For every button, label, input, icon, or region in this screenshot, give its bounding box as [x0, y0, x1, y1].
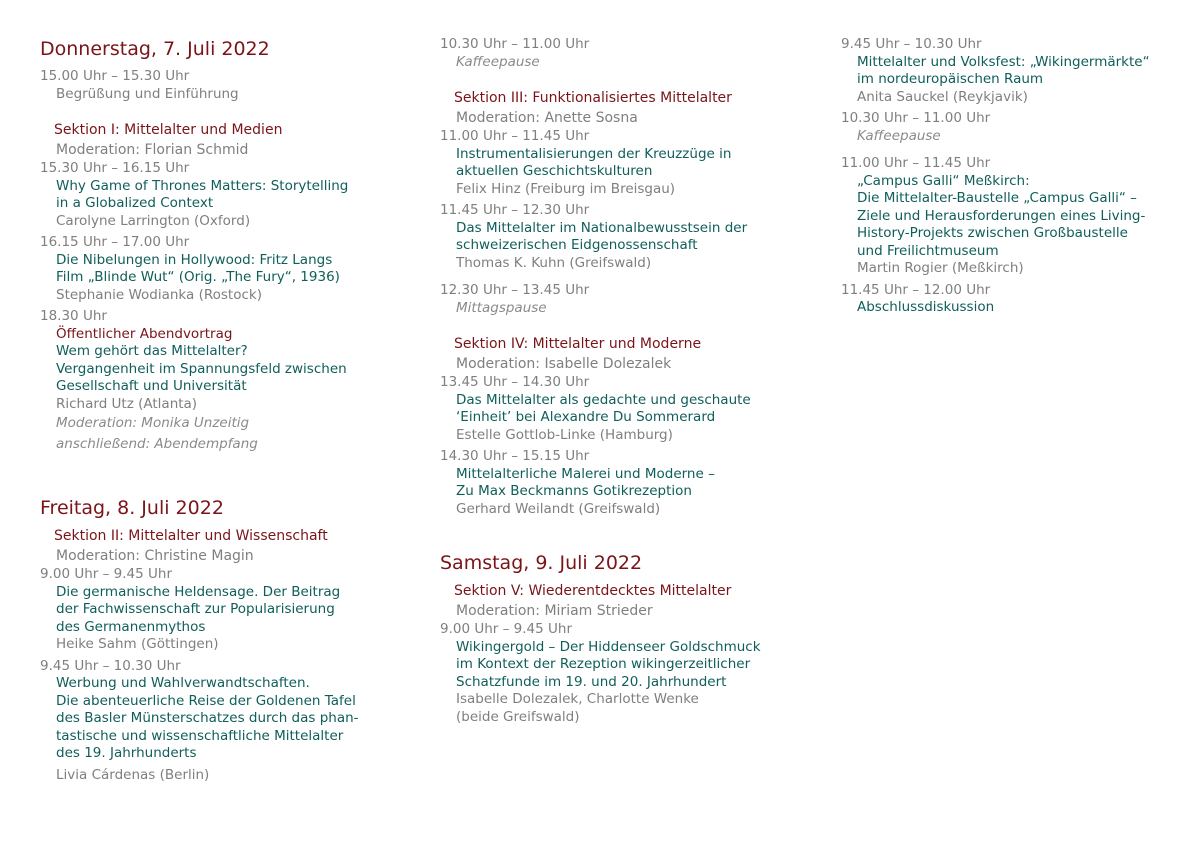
talk-title: Die Nibelungen in Hollywood: Fritz Langs [56, 251, 333, 268]
time-slot: 18.30 Uhr [40, 308, 107, 324]
talk-title: Das Mittelalter im Nationalbewusstsein der [456, 219, 748, 236]
speaker: Isabelle Dolezalek, Charlotte Wenke [456, 691, 699, 707]
section-heading: Sektion II: Mittelalter und Wissenschaft [54, 528, 328, 544]
talk-title: der Fachwissenschaft zur Popularisierung [56, 601, 335, 617]
talk-title: Instrumentalisierungen der Kreuzzüge in [456, 145, 732, 162]
coffee-break: Kaffeepause [456, 53, 540, 70]
talk-title: in a Globalized Context [56, 195, 214, 211]
time-slot: 14.30 Uhr – 15.15 Uhr [440, 448, 590, 464]
time-slot: 11.45 Uhr – 12.30 Uhr [440, 202, 590, 218]
section-heading: Sektion III: Funktionalisiertes Mittelalter [454, 90, 732, 106]
moderation-text: Moderation: Miriam Strieder [456, 603, 653, 619]
time-slot: 9.00 Uhr – 9.45 Uhr [440, 621, 573, 637]
moderation-text: Moderation: Florian Schmid [56, 142, 249, 158]
talk-title: schweizerischen Eidgenossenschaft [456, 237, 698, 253]
day-heading-friday: Freitag, 8. Juli 2022 [40, 497, 224, 519]
time-slot: 9.45 Uhr – 10.30 Uhr [841, 36, 982, 52]
talk-title: Die abenteuerliche Reise der Goldenen Tafel [56, 692, 356, 709]
program-column-3 [841, 36, 1171, 317]
time-slot: 11.00 Uhr – 11.45 Uhr [841, 155, 991, 171]
talk-title: ‘Einheit’ bei Alexandre Du Sommerard [456, 409, 716, 425]
talk-title: Das Mittelalter als gedachte und geschaute [456, 391, 751, 408]
speaker: Livia Cárdenas (Berlin) [56, 766, 210, 783]
talk-title: Ziele und Herausforderungen eines Living- [857, 207, 1146, 224]
time-slot: 11.45 Uhr – 12.00 Uhr [841, 281, 991, 298]
reception-note: anschließend: Abendempfang [56, 436, 258, 452]
talk-title: Why Game of Thrones Matters: Storytelling [56, 177, 349, 194]
section-heading: Sektion I: Mittelalter und Medien [54, 122, 283, 138]
talk-title: aktuellen Geschichtskulturen [456, 163, 653, 179]
talk-title: Gesellschaft und Universität [56, 378, 247, 394]
coffee-break: Kaffeepause [857, 127, 941, 144]
moderation-text: Moderation: Anette Sosna [456, 110, 638, 126]
time-slot: 15.30 Uhr – 16.15 Uhr [40, 160, 190, 176]
talk-title: Die Mittelalter-Baustelle „Campus Galli“ – [857, 190, 1137, 206]
talk-title: Wem gehört das Mittelalter? [56, 343, 248, 359]
time-slot: 12.30 Uhr – 13.45 Uhr [440, 282, 590, 298]
moderation-note: Moderation: Monika Unzeitig [56, 415, 250, 431]
time-slot: 16.15 Uhr – 17.00 Uhr [40, 234, 190, 250]
lunch-break: Mittagspause [456, 299, 547, 316]
talk-title: Zu Max Beckmanns Gotikrezeption [456, 483, 692, 499]
talk-title: Schatzfunde im 19. und 20. Jahrhundert [456, 673, 727, 690]
evening-lecture-label: Öffentlicher Abendvortrag [56, 325, 233, 342]
speaker: Felix Hinz (Freiburg im Breisgau) [456, 180, 676, 197]
talk-title: des Basler Münsterschatzes durch das phan- [56, 710, 359, 726]
time-slot: 13.45 Uhr – 14.30 Uhr [440, 374, 590, 390]
talk-title: Wikingergold – Der Hiddenseer Goldschmuck [456, 638, 761, 655]
program-column-1 [40, 36, 400, 784]
talk-title: des 19. Jahrhunderts [56, 745, 197, 761]
talk-title: des Germanenmythos [56, 618, 206, 635]
speaker: Richard Utz (Atlanta) [56, 395, 198, 412]
speaker: Anita Sauckel (Reykjavik) [857, 88, 1028, 105]
section-heading: Sektion V: Wiederentdecktes Mittelalter [454, 583, 732, 599]
talk-title: Vergangenheit im Spannungsfeld zwischen [56, 360, 347, 377]
time-slot: 10.30 Uhr – 11.00 Uhr [841, 110, 991, 126]
speaker: Gerhard Weilandt (Greifswald) [456, 500, 661, 517]
speaker: Martin Rogier (Meßkirch) [857, 260, 1024, 276]
talk-title: Abschlussdiskussion [857, 299, 995, 315]
day-heading-saturday: Samstag, 9. Juli 2022 [440, 552, 643, 574]
talk-title: Werbung und Wahlverwandtschaften. [56, 675, 310, 691]
speaker: Heike Sahm (Göttingen) [56, 636, 219, 652]
speaker: Estelle Gottlob-Linke (Hamburg) [456, 426, 673, 443]
talk-title: und Freilichtmuseum [857, 242, 999, 259]
time-slot: 9.00 Uhr – 9.45 Uhr [40, 566, 173, 582]
speaker: Stephanie Wodianka (Rostock) [56, 286, 262, 303]
time-slot: 9.45 Uhr – 10.30 Uhr [40, 657, 181, 674]
talk-title: Mittelalter und Volksfest: „Wikingermärkte“ [857, 53, 1150, 70]
talk-title: im Kontext der Rezeption wikingerzeitlicher [456, 656, 751, 672]
talk-title: im nordeuropäischen Raum [857, 71, 1044, 87]
section-heading: Sektion IV: Mittelalter und Moderne [454, 336, 702, 352]
time-slot: 11.00 Uhr – 11.45 Uhr [440, 128, 590, 144]
program-column-2 [440, 36, 820, 726]
talk-title: Die germanische Heldensage. Der Beitrag [56, 583, 341, 600]
day-heading-thursday: Donnerstag, 7. Juli 2022 [40, 38, 270, 60]
moderation-text: Moderation: Christine Magin [56, 548, 254, 564]
speaker: (beide Greifswald) [456, 708, 580, 725]
speaker: Carolyne Larrington (Oxford) [56, 212, 251, 229]
talk-title: Film „Blinde Wut“ (Orig. „The Fury“, 1936) [56, 269, 340, 285]
talk-title: „Campus Galli“ Meßkirch: [857, 172, 1030, 189]
time-slot: 15.00 Uhr – 15.30 Uhr [40, 68, 190, 84]
talk-title: Mittelalterliche Malerei und Moderne – [456, 465, 715, 482]
event-title: Begrüßung und Einführung [56, 85, 239, 102]
time-slot: 10.30 Uhr – 11.00 Uhr [440, 36, 590, 52]
moderation-text: Moderation: Isabelle Dolezalek [456, 356, 672, 372]
talk-title: History-Projekts zwischen Großbaustelle [857, 225, 1128, 241]
talk-title: tastische und wissenschaftliche Mittelalter [56, 727, 344, 744]
speaker: Thomas K. Kuhn (Greifswald) [456, 254, 652, 271]
